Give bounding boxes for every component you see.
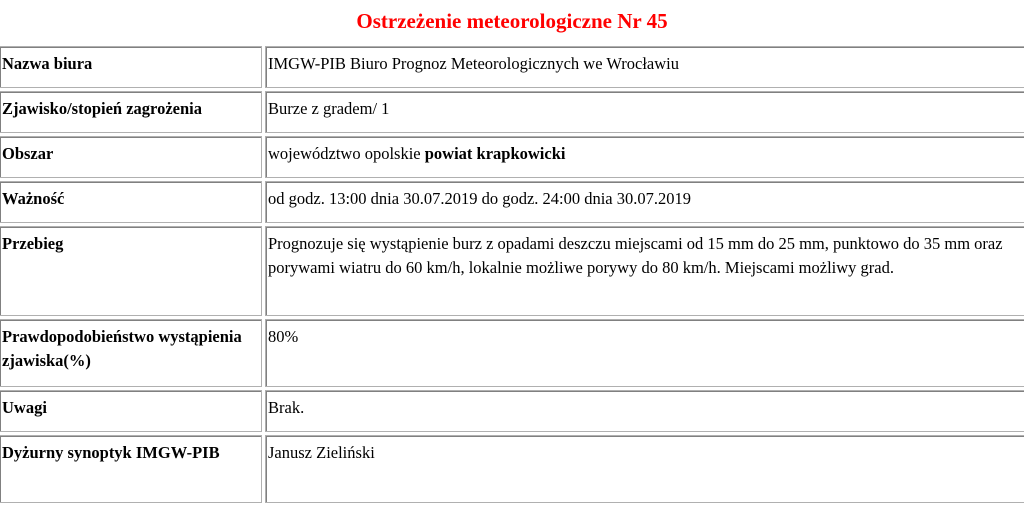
row-label-course: Przebieg (0, 226, 262, 316)
row-value-validity: od godz. 13:00 dnia 30.07.2019 do godz. 24:00 dnia 30.07.2019 (265, 181, 1024, 223)
row-value-course: Prognozuje się wystąpienie burz z opadami deszczu miejscami od 15 mm do 25 mm, punktowo do 35 mm oraz porywami wiatru do 60 km/h, lokalnie możliwe porywy do 80 km/h. Miejscami możliwy grad. (265, 226, 1024, 316)
area-voivodeship: województwo opolskie (268, 144, 425, 163)
row-value-phenomenon: Burze z gradem/ 1 (265, 91, 1024, 133)
area-county: powiat krapkowicki (424, 144, 566, 163)
row-value-probability: 80% (265, 319, 1024, 387)
row-label-forecaster: Dyżurny synoptyk IMGW-PIB (0, 435, 262, 503)
row-label-phenomenon: Zjawisko/stopień zagrożenia (0, 91, 262, 133)
row-label-area: Obszar (0, 136, 262, 178)
row-label-office: Nazwa biura (0, 46, 262, 88)
table-row-phenomenon (0, 91, 1024, 133)
row-value-area (265, 136, 1024, 178)
table-row-remarks (0, 390, 1024, 432)
table-row-probability (0, 319, 1024, 387)
table-row-validity (0, 181, 1024, 223)
table-row-course (0, 226, 1024, 316)
table-row-area (0, 136, 1024, 178)
row-value-forecaster: Janusz Zieliński (265, 435, 1024, 503)
row-value-office: IMGW-PIB Biuro Prognoz Meteorologicznych we Wrocławiu (265, 46, 1024, 88)
row-value-remarks: Brak. (265, 390, 1024, 432)
warning-table (0, 43, 1024, 506)
table-row-office (0, 46, 1024, 88)
row-label-validity: Ważność (0, 181, 262, 223)
table-row-forecaster (0, 435, 1024, 503)
page-title: Ostrzeżenie meteorologiczne Nr 45 (356, 9, 668, 33)
row-label-remarks: Uwagi (0, 390, 262, 432)
row-label-probability: Prawdopodobieństwo wystąpienia zjawiska(%) (0, 319, 262, 387)
